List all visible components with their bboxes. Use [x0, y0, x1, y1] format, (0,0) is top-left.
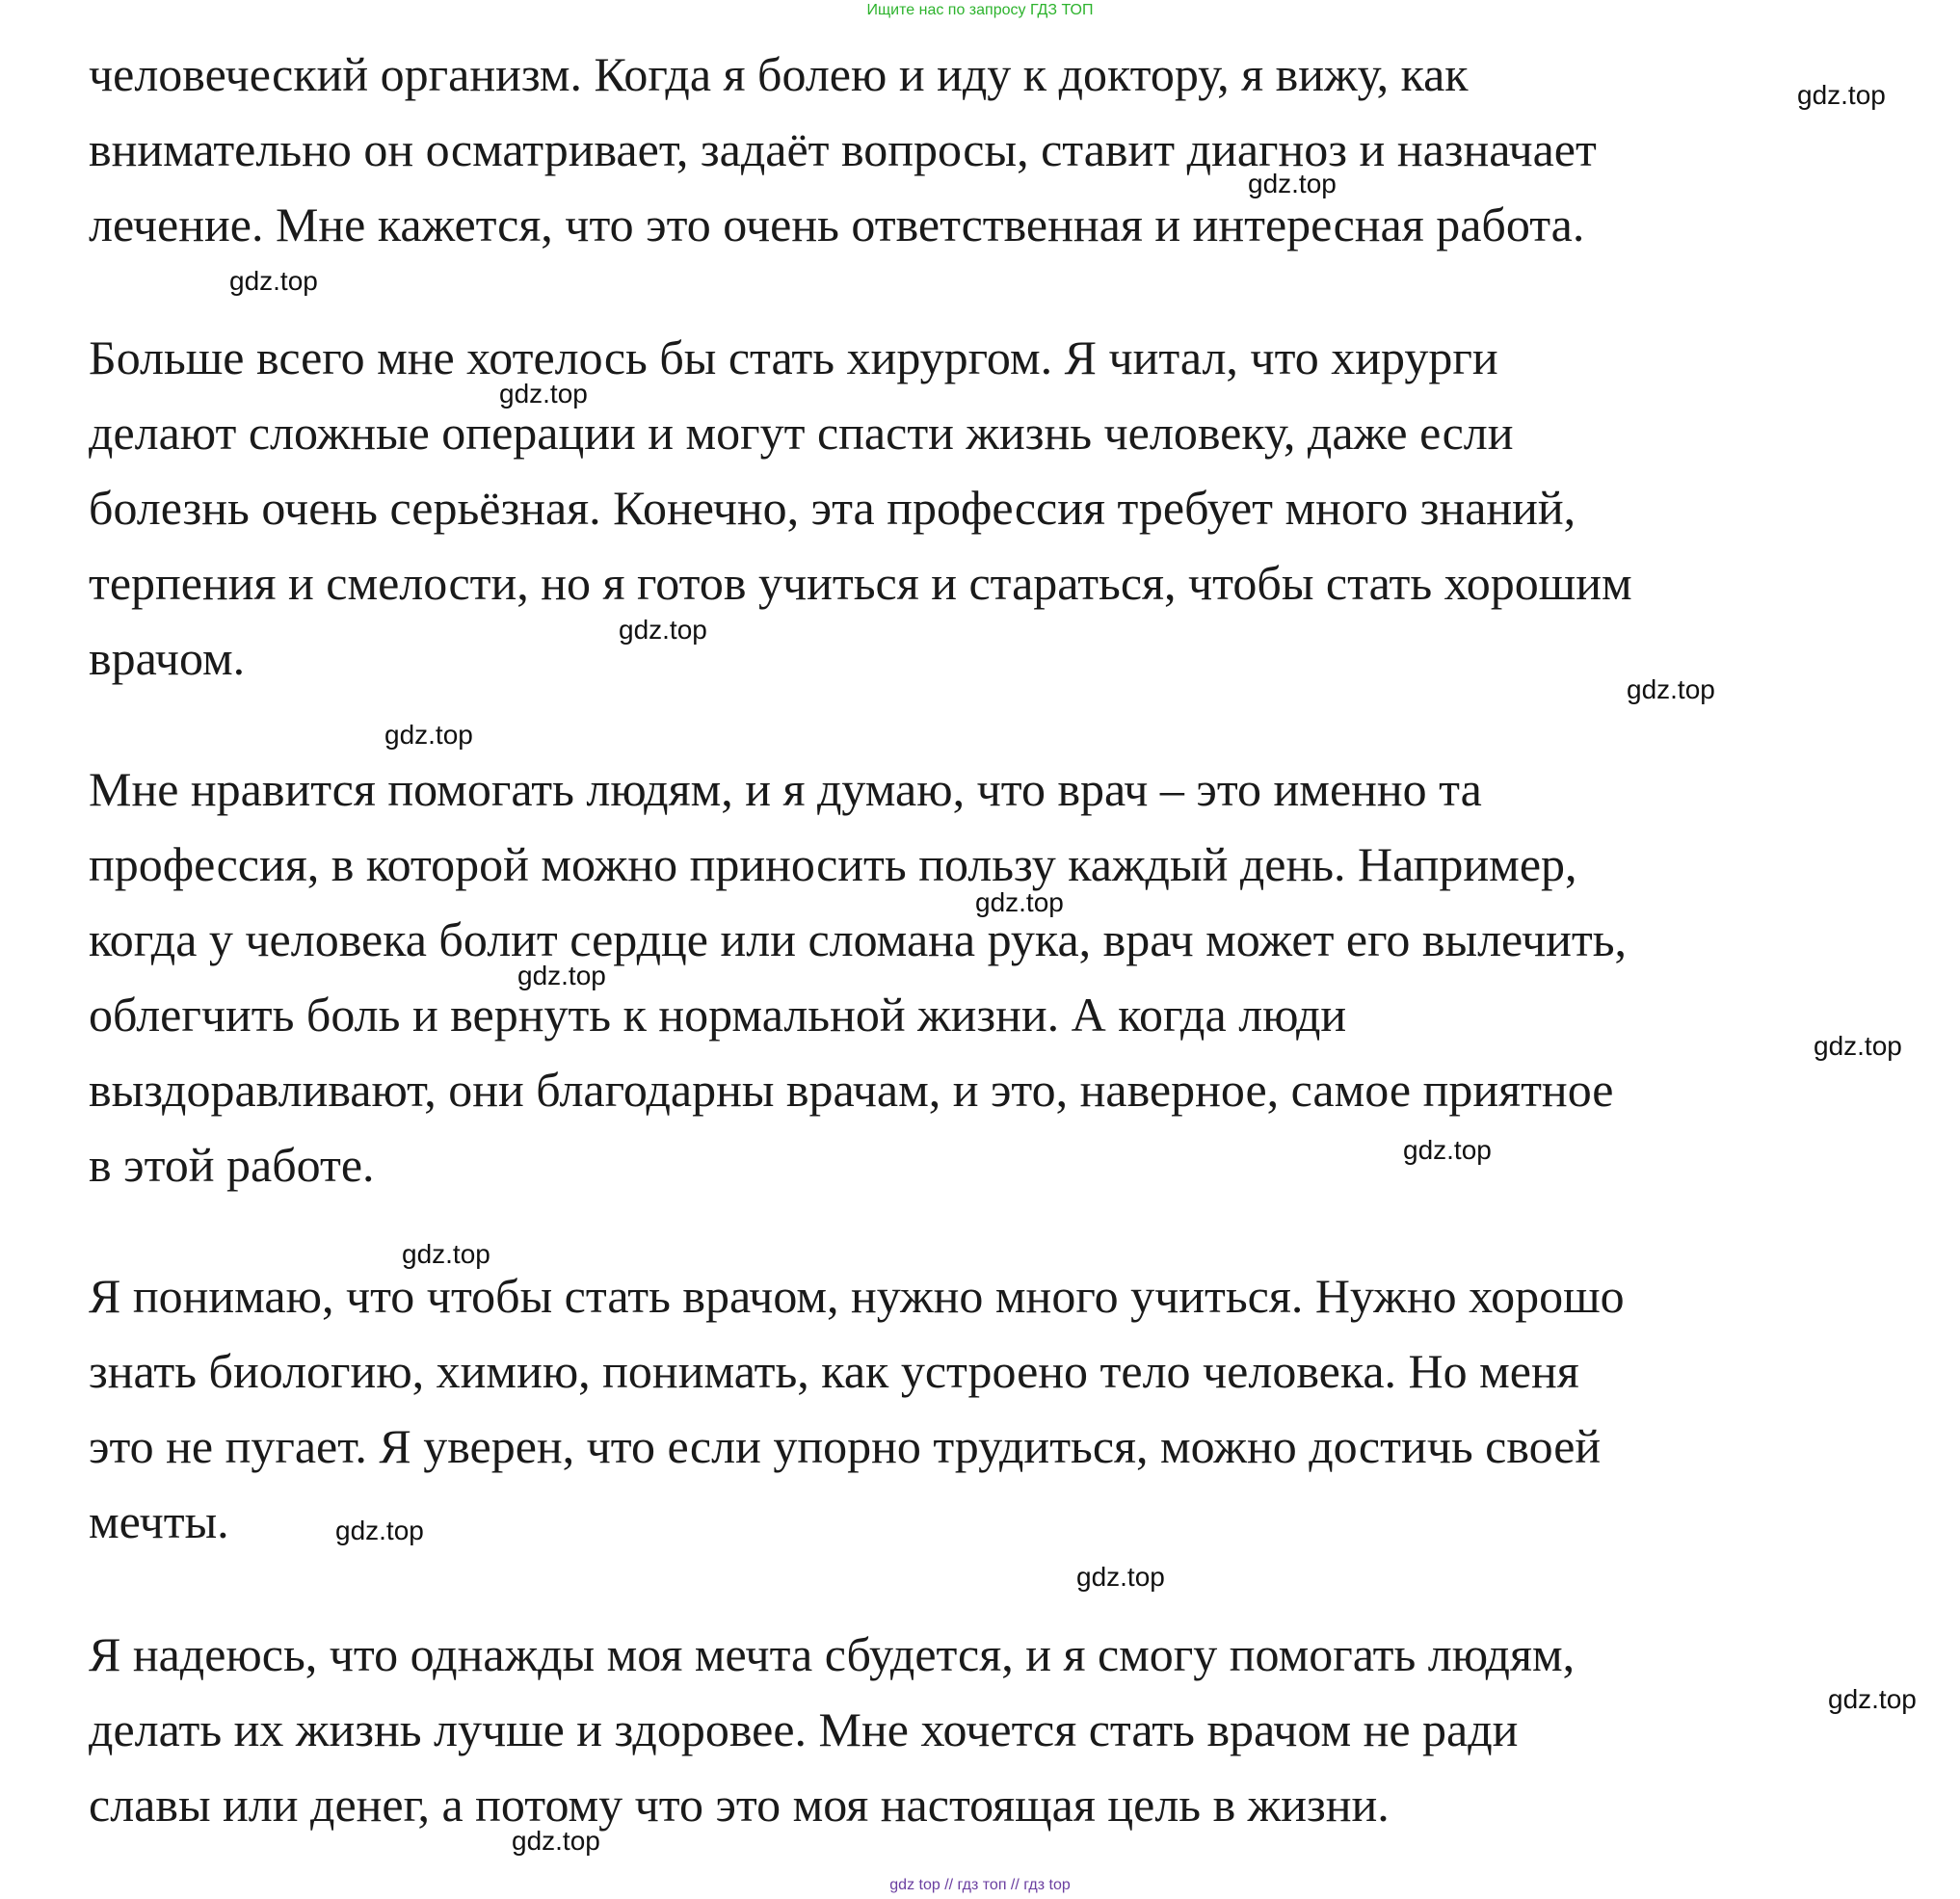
watermark: gdz.top — [335, 1516, 424, 1545]
paragraph-1 — [89, 37, 1939, 262]
watermark: gdz.top — [402, 1239, 490, 1269]
text-line: мечты. — [89, 1494, 229, 1548]
text-line: врачом. — [89, 631, 246, 685]
text-line: профессия, в которой можно приносить пользу каждый день. Например, — [89, 837, 1577, 891]
text-line: делать их жизнь лучше и здоровее. Мне хочется стать врачом не ради — [89, 1702, 1519, 1756]
text-line: выздоравливают, они благодарны врачам, и это, наверное, самое приятное — [89, 1063, 1614, 1117]
watermark: gdz.top — [1403, 1135, 1492, 1165]
watermark: gdz.top — [1814, 1031, 1902, 1061]
watermark: gdz.top — [517, 961, 606, 990]
text-line: человеческий организм. Когда я болею и иду к доктору, я вижу, как — [89, 47, 1469, 101]
watermark: gdz.top — [1797, 80, 1886, 110]
text-line: это не пугает. Я уверен, что если упорно трудиться, можно достичь своей — [89, 1419, 1602, 1473]
text-line: делают сложные операции и могут спасти жизнь человеку, даже если — [89, 406, 1514, 460]
watermark: gdz.top — [619, 615, 707, 645]
text-line: болезнь очень серьёзная. Конечно, эта профессия требует много знаний, — [89, 481, 1576, 535]
text-line: Больше всего мне хотелось бы стать хирургом. Я читал, что хирурги — [89, 330, 1498, 384]
watermark: gdz.top — [1627, 674, 1715, 704]
text-line: когда у человека болит сердце или сломана рука, врач может его вылечить, — [89, 912, 1628, 966]
text-line: Мне нравится помогать людям, и я думаю, что врач – это именно та — [89, 762, 1482, 816]
watermark: gdz.top — [1828, 1684, 1917, 1714]
text-line: внимательно он осматривает, задаёт вопросы, ставит диагноз и назначает — [89, 122, 1597, 176]
watermark: gdz.top — [229, 266, 318, 296]
watermark: gdz.top — [384, 720, 473, 750]
text-line: Я надеюсь, что однажды моя мечта сбудется, и я смогу помогать людям, — [89, 1627, 1576, 1681]
text-line: Я понимаю, что чтобы стать врачом, нужно много учиться. Нужно хорошо — [89, 1269, 1625, 1323]
paragraph-3 — [89, 752, 1939, 1202]
text-line: облегчить боль и вернуть к нормальной жизни. А когда люди — [89, 988, 1347, 1042]
text-line: терпения и смелости, но я готов учиться и стараться, чтобы стать хорошим — [89, 556, 1632, 610]
text-line: в этой работе. — [89, 1138, 375, 1192]
watermark: gdz.top — [512, 1826, 600, 1856]
text-line: знать биологию, химию, понимать, как устроено тело человека. Но меня — [89, 1344, 1579, 1398]
footer-watermark: gdz top // гдз топ // гдз top — [889, 1877, 1071, 1893]
watermark: gdz.top — [975, 887, 1064, 917]
top-banner: Ищите нас по запросу ГДЗ ТОП — [866, 2, 1094, 18]
paragraph-4 — [89, 1258, 1939, 1559]
text-line: лечение. Мне кажется, что это очень ответственная и интересная работа. — [89, 198, 1585, 251]
paragraph-2 — [89, 320, 1939, 696]
paragraph-5 — [89, 1617, 1939, 1842]
watermark: gdz.top — [499, 379, 588, 409]
watermark: gdz.top — [1076, 1562, 1165, 1592]
text-line: славы или денег, а потому что это моя настоящая цель в жизни. — [89, 1778, 1390, 1832]
watermark: gdz.top — [1248, 169, 1337, 198]
